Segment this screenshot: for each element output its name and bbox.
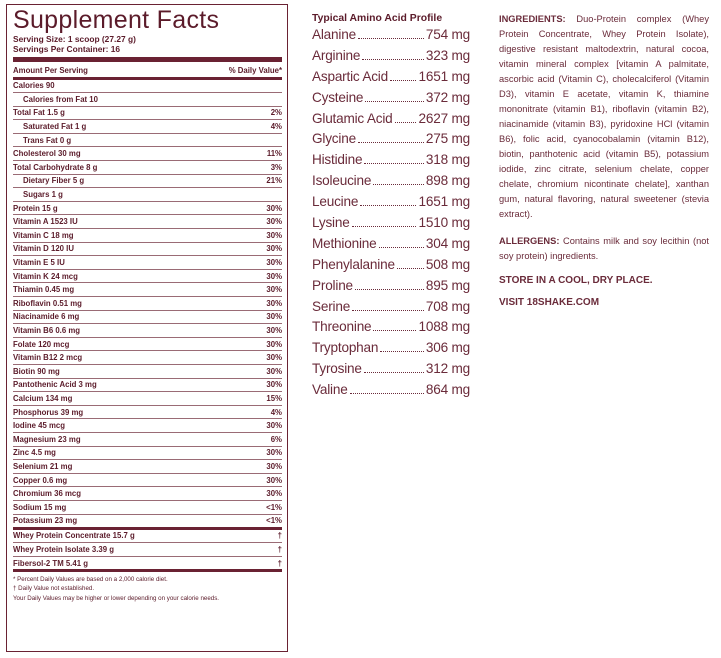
facts-header-row (13, 64, 282, 77)
storage-instruction: STORE IN A COOL, DRY PLACE. (499, 275, 653, 286)
dot-leader (360, 205, 416, 206)
nutrient-dv: 30% (266, 380, 282, 390)
nutrient-row (13, 338, 282, 352)
nutrient-dv: 4% (270, 407, 282, 417)
nutrient-row (13, 419, 282, 433)
nutrient-label: Riboflavin 0.51 mg (13, 298, 82, 308)
nutrient-row (13, 447, 282, 461)
nutrient-row (13, 283, 282, 297)
amino-row (312, 382, 470, 403)
dot-leader (350, 393, 424, 394)
nutrient-row (13, 243, 282, 257)
website-text: VISIT 18SHAKE.COM (499, 297, 600, 308)
amino-value: 372 mg (425, 89, 470, 105)
nutrient-list (13, 93, 282, 527)
nutrient-label: Sodium 15 mg (13, 502, 67, 512)
nutrient-row (13, 120, 282, 134)
amino-value: 2627 mg (418, 110, 470, 126)
blend-label: Fibersol-2 TM 5.41 g (13, 558, 88, 568)
nutrient-label: Biotin 90 mg (13, 366, 60, 376)
nutrient-row (13, 392, 282, 406)
amino-row (312, 69, 470, 90)
nutrient-label: Selenium 21 mg (13, 461, 73, 471)
blend-row (13, 557, 282, 570)
amino-row (312, 215, 470, 236)
footnote-line: † Daily Value not established. (13, 585, 95, 593)
nutrient-dv: 30% (266, 475, 282, 485)
nutrient-label: Saturated Fat 1 g (23, 122, 87, 132)
nutrient-row (13, 351, 282, 365)
amino-row (312, 319, 470, 340)
amino-row (312, 278, 470, 299)
thick-divider (13, 57, 282, 62)
nutrient-row (13, 433, 282, 447)
nutrient-label: Chromium 36 mcg (13, 489, 82, 499)
amino-name: Aspartic Acid (312, 68, 388, 84)
amino-value: 895 mg (425, 277, 470, 293)
amino-row (312, 173, 470, 194)
amino-value: 898 mg (425, 173, 470, 189)
dot-leader (364, 163, 424, 164)
amino-value: 318 mg (425, 152, 470, 168)
amino-row (312, 111, 470, 132)
amino-acid-profile (312, 13, 470, 403)
amino-row (312, 90, 470, 111)
nutrient-dv: 30% (266, 448, 282, 458)
nutrient-row (13, 406, 282, 420)
ingredients-section (499, 12, 709, 310)
amino-row (312, 257, 470, 278)
nutrient-dv: 30% (266, 339, 282, 349)
amino-name: Glutamic Acid (312, 110, 393, 126)
amino-value: 864 mg (425, 382, 470, 398)
blend-list (13, 530, 282, 570)
nutrient-label: Vitamin K 24 mcg (13, 271, 78, 281)
dot-leader (358, 38, 424, 39)
nutrient-dv: 30% (266, 353, 282, 363)
amino-row (312, 194, 470, 215)
calories-label: Calories 90 (13, 81, 55, 91)
amino-name: Tyrosine (312, 361, 362, 377)
amino-row (312, 299, 470, 320)
nutrient-label: Vitamin C 18 mg (13, 230, 74, 240)
nutrient-label: Vitamin A 1523 IU (13, 217, 78, 227)
blend-dv: † (277, 558, 282, 568)
nutrient-row (13, 215, 282, 229)
amino-title: Typical Amino Acid Profile (312, 13, 443, 24)
dot-leader (365, 101, 424, 102)
amino-name: Proline (312, 277, 353, 293)
blend-label: Whey Protein Concentrate 15.7 g (13, 531, 135, 541)
calories-row (13, 80, 282, 94)
amino-name: Lysine (312, 215, 350, 231)
nutrient-label: Magnesium 23 mg (13, 434, 81, 444)
amino-value: 508 mg (425, 256, 470, 272)
nutrient-dv: 30% (266, 258, 282, 268)
footnote-line: * Percent Daily Values are based on a 2,000 calorie diet. (13, 575, 168, 583)
nutrient-row (13, 147, 282, 161)
nutrient-row (13, 311, 282, 325)
nutrient-row (13, 297, 282, 311)
nutrient-label: Vitamin D 120 IU (13, 244, 74, 254)
amino-row (312, 48, 470, 69)
amino-name: Valine (312, 382, 348, 398)
amino-value: 1651 mg (418, 194, 470, 210)
nutrient-row (13, 501, 282, 515)
dot-leader (395, 122, 417, 123)
amino-name: Tryptophan (312, 340, 379, 356)
amino-value: 1088 mg (418, 319, 470, 335)
nutrient-row (13, 515, 282, 528)
dot-leader (364, 372, 424, 373)
allergens-text: Contains milk and soy lecithin (not soy protein) ingredients. (499, 236, 709, 261)
nutrient-row (13, 256, 282, 270)
nutrient-row (13, 107, 282, 121)
amino-row (312, 361, 470, 382)
nutrient-dv: 21% (266, 176, 282, 186)
nutrient-label: Trans Fat 0 g (23, 135, 72, 145)
dot-leader (352, 310, 424, 311)
nutrient-row (13, 365, 282, 379)
nutrient-row (13, 487, 282, 501)
amino-value: 1651 mg (418, 68, 470, 84)
nutrient-label: Dietary Fiber 5 g (23, 176, 85, 186)
amino-row (312, 131, 470, 152)
nutrient-label: Phosphorus 39 mg (13, 407, 84, 417)
nutrient-label: Thiamin 0.45 mg (13, 285, 75, 295)
footnote-divider (13, 569, 282, 572)
amino-value: 304 mg (425, 235, 470, 251)
blend-label: Whey Protein Isolate 3.39 g (13, 544, 114, 554)
blend-dv: † (277, 544, 282, 554)
amount-per-serving-label: Amount Per Serving (13, 66, 88, 75)
nutrient-row (13, 474, 282, 488)
nutrient-dv: 30% (266, 298, 282, 308)
nutrient-dv: 30% (266, 489, 282, 499)
blend-row (13, 543, 282, 557)
supplement-facts-panel (6, 4, 288, 652)
dot-leader (352, 226, 417, 227)
allergens-paragraph (499, 234, 709, 264)
dot-leader (390, 80, 417, 81)
nutrient-dv: <1% (266, 502, 282, 512)
servings-per-container: Servings Per Container: 16 (13, 44, 121, 54)
amino-name: Methionine (312, 235, 377, 251)
nutrient-dv: 30% (266, 271, 282, 281)
amino-value: 708 mg (425, 298, 470, 314)
footnote-line: Your Daily Values may be higher or lower depending on your calorie needs. (13, 595, 220, 603)
nutrient-dv: 30% (266, 244, 282, 254)
amino-value: 754 mg (425, 27, 470, 42)
facts-title: Supplement Facts (13, 6, 220, 34)
amino-name: Phenylalanine (312, 256, 395, 272)
nutrient-dv: 15% (266, 393, 282, 403)
dot-leader (362, 59, 424, 60)
nutrient-label: Folate 120 mcg (13, 339, 70, 349)
amino-list (312, 27, 470, 403)
nutrient-label: Protein 15 g (13, 203, 58, 213)
nutrient-label: Vitamin E 5 IU (13, 258, 65, 268)
nutrient-label: Vitamin B12 2 mcg (13, 353, 83, 363)
nutrient-label: Sugars 1 g (23, 190, 63, 200)
amino-name: Cysteine (312, 89, 364, 105)
nutrient-label: Copper 0.6 mg (13, 475, 68, 485)
nutrient-dv: 2% (270, 108, 282, 118)
ingredients-label: INGREDIENTS: (499, 14, 566, 24)
amino-row (312, 152, 470, 173)
nutrient-row (13, 270, 282, 284)
amino-name: Histidine (312, 152, 363, 168)
nutrient-label: Iodine 45 mcg (13, 421, 65, 431)
nutrient-dv: 30% (266, 217, 282, 227)
daily-value-label: % Daily Value* (228, 66, 282, 75)
amino-value: 1510 mg (418, 215, 470, 231)
amino-name: Glycine (312, 131, 356, 147)
nutrient-row (13, 175, 282, 189)
dot-leader (397, 268, 424, 269)
nutrient-label: Pantothenic Acid 3 mg (13, 380, 97, 390)
footnotes (13, 575, 282, 604)
dot-leader (373, 184, 424, 185)
nutrient-label: Niacinamide 6 mg (13, 312, 80, 322)
nutrient-dv: 30% (266, 461, 282, 471)
amino-value: 323 mg (425, 47, 470, 63)
blend-dv: † (277, 531, 282, 541)
dot-leader (380, 351, 424, 352)
nutrient-row (13, 229, 282, 243)
amino-name: Isoleucine (312, 173, 372, 189)
nutrient-label: Total Fat 1.5 g (13, 108, 65, 118)
serving-size: Serving Size: 1 scoop (27.27 g) (13, 34, 136, 44)
nutrient-row (13, 202, 282, 216)
nutrient-label: Cholesterol 30 mg (13, 149, 81, 159)
nutrient-dv: 4% (270, 122, 282, 132)
nutrient-dv: 30% (266, 230, 282, 240)
nutrient-dv: 30% (266, 285, 282, 295)
nutrient-label: Calories from Fat 10 (23, 94, 98, 104)
nutrient-label: Zinc 4.5 mg (13, 448, 56, 458)
dot-leader (358, 142, 424, 143)
nutrient-row (13, 188, 282, 202)
blend-row (13, 530, 282, 544)
amino-name: Arginine (312, 47, 361, 63)
allergens-label: ALLERGENS: (499, 236, 560, 246)
ingredients-text: Duo-Protein complex (Whey Protein Concentrate, Whey Protein Isolate), digestive resistant maltodextrin, natural cocoa, vitamin mineral complex [vitamin A palmitate, ascorbic acid (Vitamin C), cholecalciferol (Vitamin D3), vitamin E acetate, vitamin K, thiamine mononitrate (vitamin B1), riboflavin (vitamin B2), niacinamide (vitamin B3), pyridoxine HCl (vitamin B6), folic acid, cyanocobalamin (vitamin B12), biotin, panthotenic acid (vitamin B5), potassium iodide, zinc citrate, selenium chelate, copper chelate, chromium nicontinate chelate], xanthan gum, natural flavoring, natural sweetener (stevia extract). (499, 14, 709, 219)
nutrient-dv: 11% (266, 149, 282, 159)
nutrient-dv: 3% (270, 162, 282, 172)
amino-name: Serine (312, 298, 351, 314)
nutrient-label: Total Carbohydrate 8 g (13, 162, 98, 172)
amino-name: Alanine (312, 27, 356, 42)
amino-row (312, 236, 470, 257)
nutrient-row (13, 379, 282, 393)
nutrient-dv: 30% (266, 325, 282, 335)
ingredients-paragraph (499, 12, 709, 222)
nutrient-dv: 30% (266, 366, 282, 376)
amino-row (312, 27, 470, 48)
amino-value: 275 mg (425, 131, 470, 147)
dot-leader (373, 330, 416, 331)
nutrient-row (13, 134, 282, 148)
amino-value: 312 mg (425, 361, 470, 377)
amino-value: 306 mg (425, 340, 470, 356)
amino-row (312, 340, 470, 361)
nutrient-label: Calcium 134 mg (13, 393, 73, 403)
nutrient-label: Vitamin B6 0.6 mg (13, 325, 81, 335)
dot-leader (355, 289, 424, 290)
amino-name: Leucine (312, 194, 359, 210)
nutrient-row (13, 324, 282, 338)
nutrient-dv: 30% (266, 203, 282, 213)
nutrient-label: Potassium 23 mg (13, 516, 78, 526)
nutrient-row (13, 161, 282, 175)
nutrient-row (13, 460, 282, 474)
dot-leader (379, 247, 424, 248)
nutrient-dv: 6% (270, 434, 282, 444)
nutrient-row (13, 93, 282, 107)
nutrient-dv: 30% (266, 421, 282, 431)
amino-name: Threonine (312, 319, 372, 335)
nutrient-dv: 30% (266, 312, 282, 322)
nutrient-dv: <1% (266, 516, 282, 526)
